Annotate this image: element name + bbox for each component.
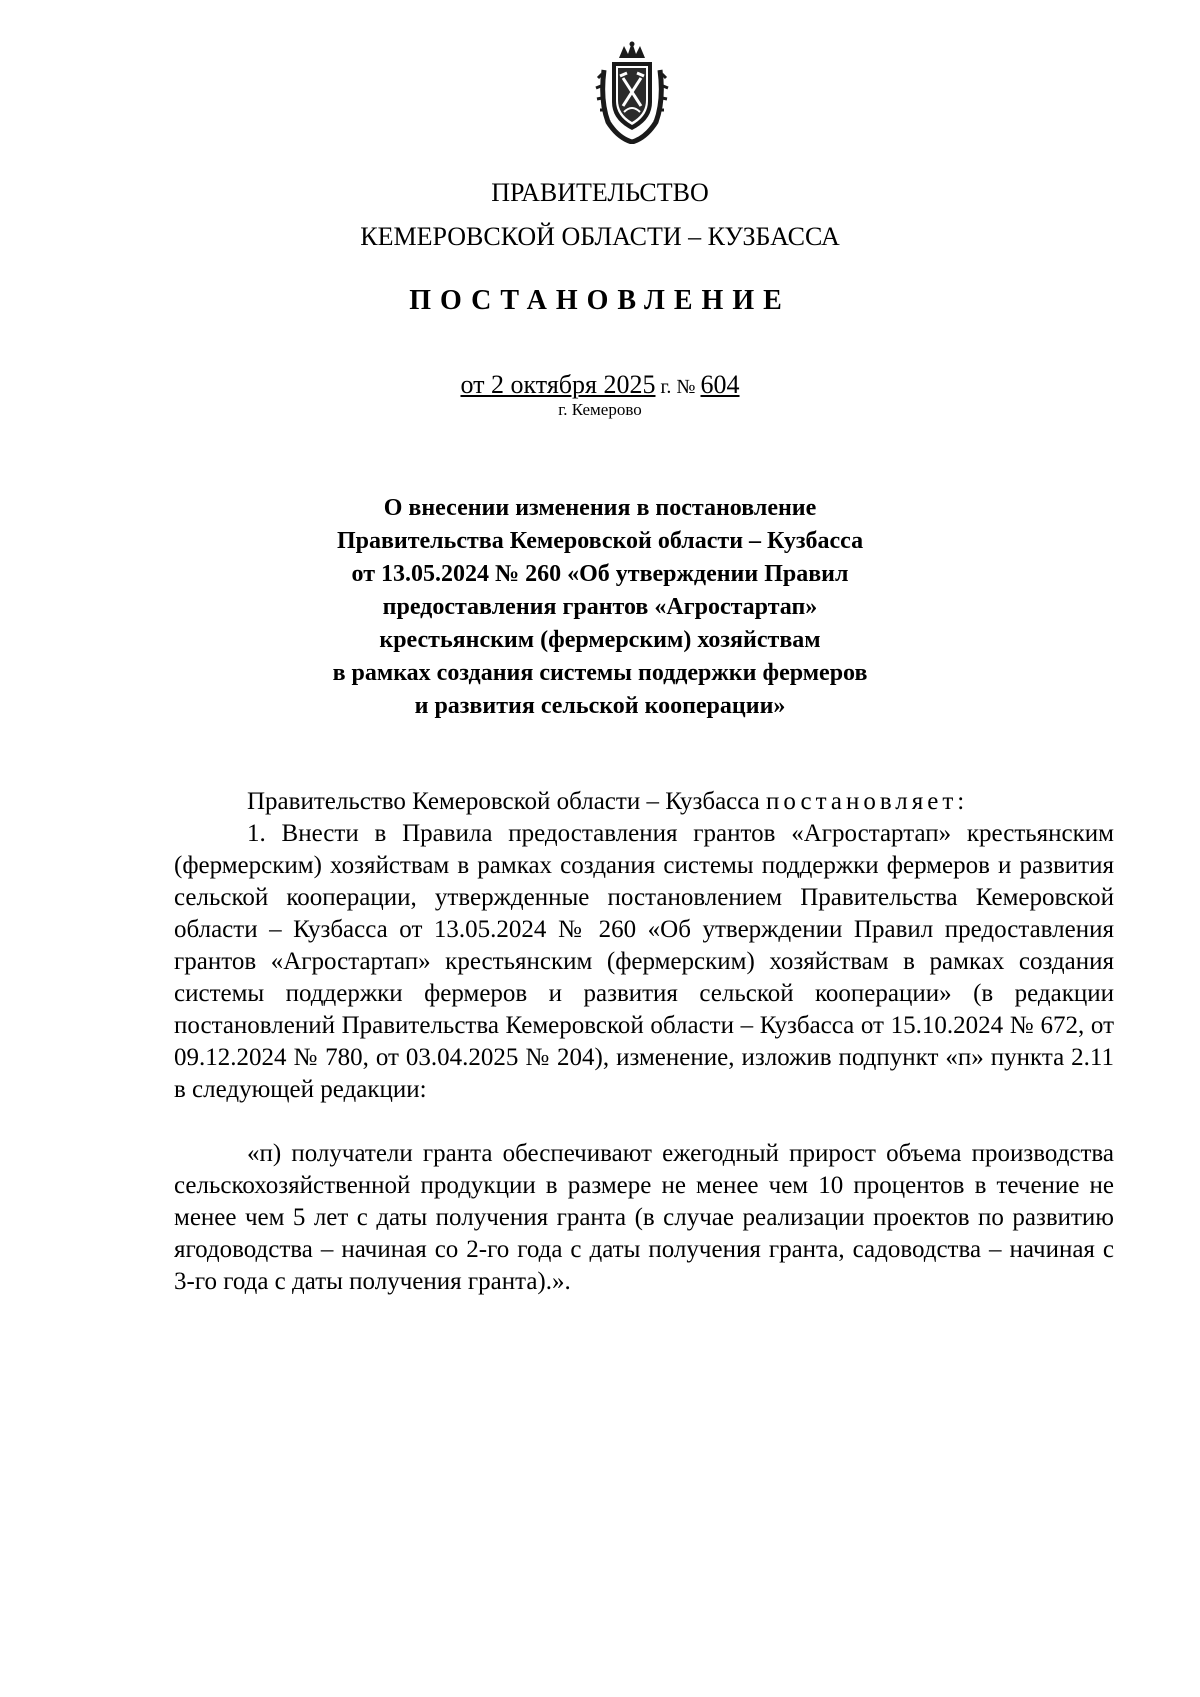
title-line: крестьянским (фермерским) хозяйствам bbox=[379, 627, 821, 653]
paragraph-1: 1. Внести в Правила предоставления грантов «Агростартап» крестьянским (фермерским) хозяйствам в рамках создания системы поддержки фермеров и развития сельской кооперации, утвержденные постановлением Правительства Кемеровской области – Кузбасса от 13.05.2024 № 260 «Об утверждении Правил предоставления грантов «Агростартап» крестьянским (фермерским) хозяйствам в рамках создания системы поддержки фермеров и развития сельской кооперации» (в редакции постановлений Правительства Кемеровской области – Кузбасса от 15.10.2024 № 672, от 09.12.2024 № 780, от 03.04.2025 № 204), изменение, изложив подпункт «п» пункта 2.11 в следующей редакции: bbox=[174, 820, 1114, 1103]
government-name-line1: ПРАВИТЕЛЬСТВО bbox=[491, 178, 709, 207]
title-line: О внесении изменения в постановление bbox=[383, 495, 817, 521]
paragraph-2: «п) получатели гранта обеспечивают ежегодный прирост объема производства сельскохозяйственной продукции в размере не менее чем 10 процентов в течение не менее чем 5 лет с даты получения гранта (в случае реализации проектов по развитию ягодоводства – начиная со 2-го года с даты получения гранта, садоводства – начиная с 3-го года с даты получения гранта).». bbox=[174, 1140, 1114, 1295]
intro-text: Правительство Кемеровской области – Кузбасса bbox=[247, 788, 767, 815]
decree-year-suffix: г. № bbox=[655, 376, 701, 398]
title-line: в рамках создания системы поддержки фермеров bbox=[332, 660, 868, 686]
title-line: предоставления грантов «Агростартап» bbox=[382, 594, 818, 620]
document-type-heading: ПОСТАНОВЛЕНИЕ bbox=[409, 285, 791, 316]
decree-city: г. Кемерово bbox=[558, 400, 642, 419]
decree-title bbox=[300, 492, 900, 723]
decree-date: 2 октября 2025 bbox=[491, 370, 656, 399]
decree-number: 604 bbox=[700, 370, 740, 399]
government-name-line2: КЕМЕРОВСКОЙ ОБЛАСТИ – КУЗБАССА bbox=[360, 222, 840, 251]
decree-date-number bbox=[0, 370, 1200, 400]
decree-date-prefix: от bbox=[460, 370, 492, 399]
title-line: и развития сельской кооперации» bbox=[414, 693, 786, 719]
intro-resolves: постановляет: bbox=[766, 788, 969, 815]
intro-paragraph bbox=[174, 786, 1114, 818]
title-line: от 13.05.2024 № 260 «Об утверждении Правил bbox=[351, 561, 849, 587]
kuzbass-coat-of-arms-icon bbox=[594, 40, 670, 144]
title-line: Правительства Кемеровской области – Кузбасса bbox=[336, 528, 864, 554]
